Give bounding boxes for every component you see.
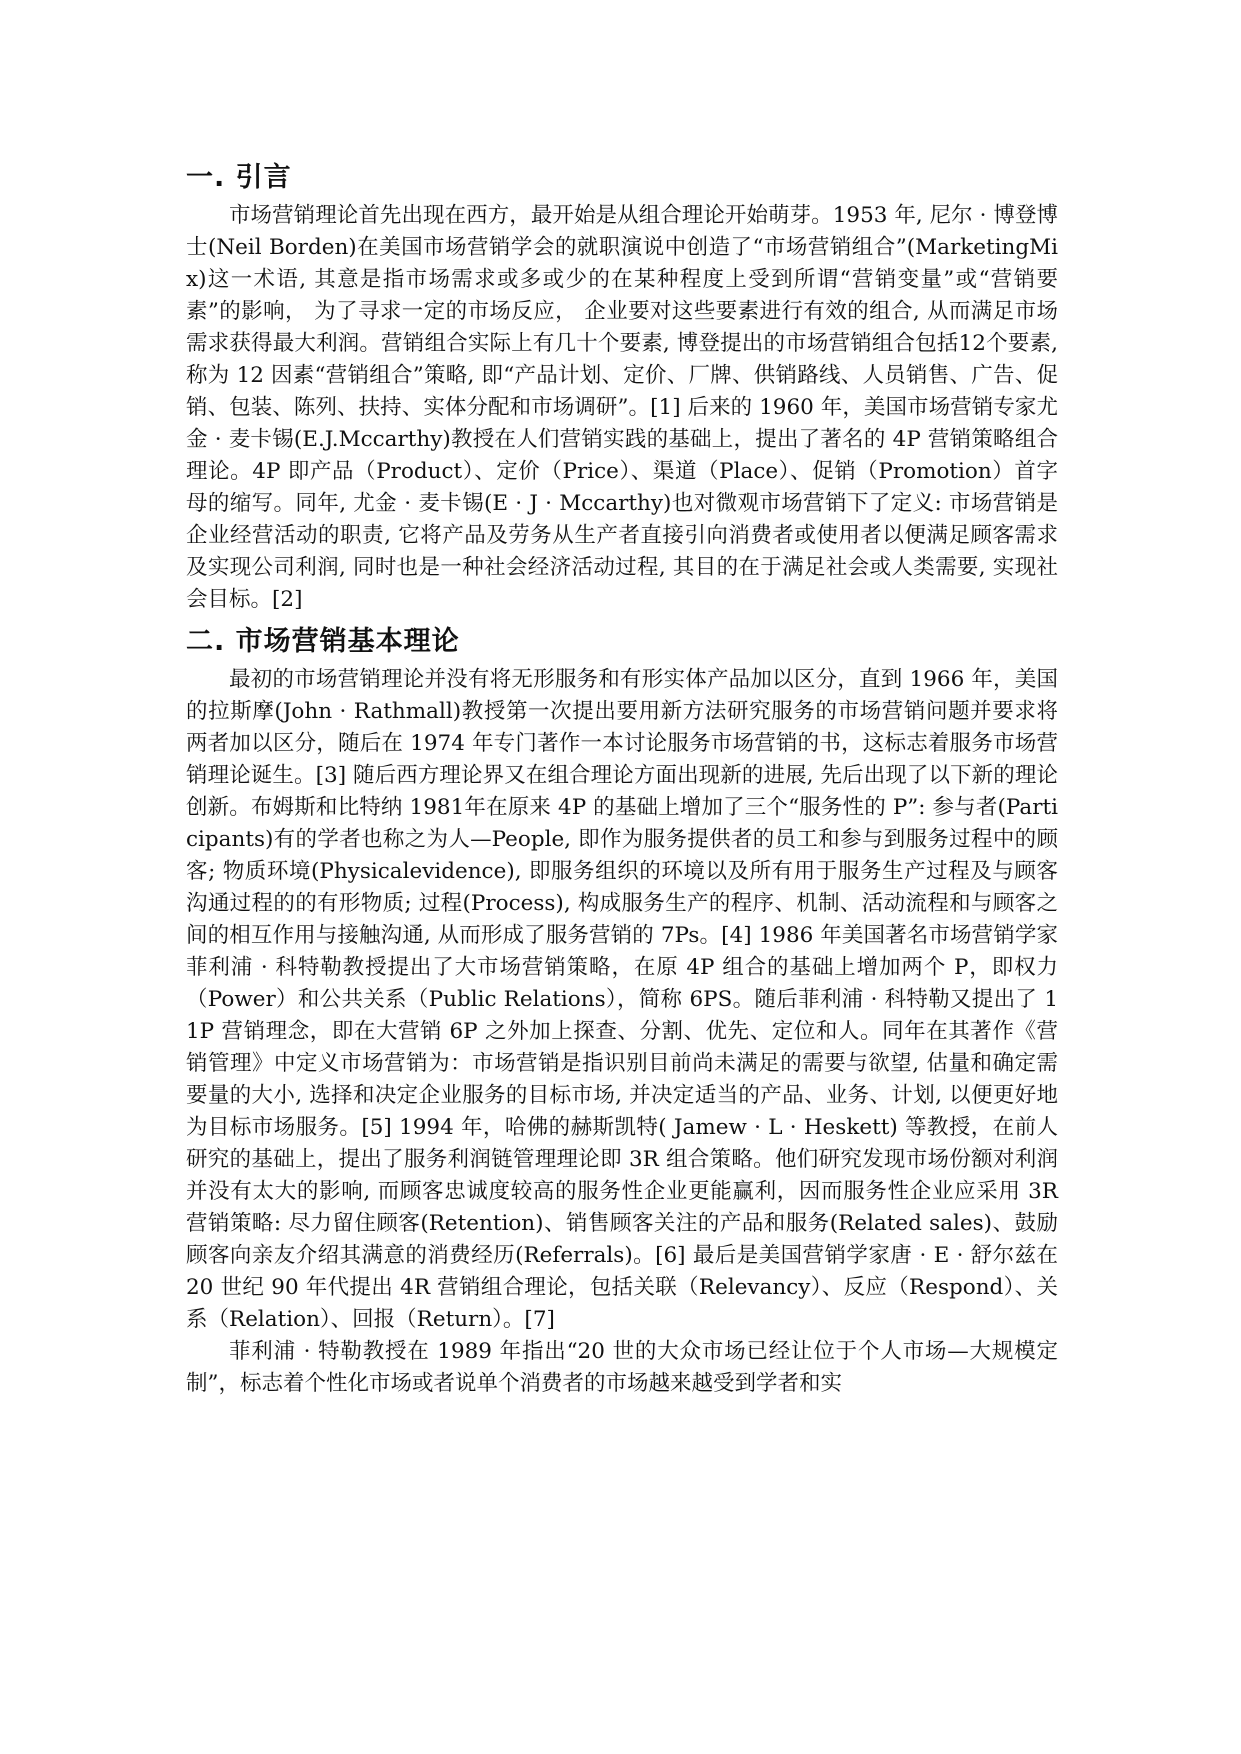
section-heading-marketing-theory: 二. 市场营销基本理论 [186, 626, 460, 657]
paragraph-marketing-theory-1: 最初的市场营销理论并没有将无形服务和有形实体产品加以区分，直到 1966 年，美国的拉斯摩(John · Rathmall)教授第一次提出要用新方法研究服务的市场营销问题并要求将两者加以区分，随后在 1974 年专门著作一本讨论服务市场营销的书，这标志着服务市场营销理论诞生。[3] 随后西方理论界又在组合理论方面出现新的进展, 先后出现了以下新的理论创新。布姆斯和比特纳 1981年在原来 4P 的基础上增加了三个“服务性的 P”: 参与者(Participants)有的学者也称之为人—People, 即作为服务提供者的员工和参与到服务过程中的顾客; 物质环境(Physicalevidence), 即服务组织的环境以及所有用于服务生产过程及与顾客沟通过程的的有形物质; 过程(Process), 构成服务生产的程序、机制、活动流程和与顾客之间的相互作用与接触沟通, 从而形成了服务营销的 7Ps。[4] 1986 年美国著名市场营销学家菲利浦 · 科特勒教授提出了大市场营销策略，在原 4P 组合的基础上增加两个 P，即权力（Power）和公共关系（Public Relations），简称 6PS。随后菲利浦 · 科特勒又提出了 11P 营销理念，即在大营销 6P 之外加上探查、分割、优先、定位和人。同年在其著作《营销管理》中定义市场营销为：市场营销是指识别目前尚未满足的需要与欲望, 估量和确定需要量的大小, 选择和决定企业服务的目标市场, 并决定适当的产品、业务、计划, 以便更好地为目标市场服务。[5] 1994 年，哈佛的赫斯凯特( Jamew · L · Heskett) 等教授，在前人研究的基础上，提出了服务利润链管理理论即 3R 组合策略。他们研究发现市场份额对利润并没有太大的影响, 而顾客忠诚度较高的服务性企业更能赢利，因而服务性企业应采用 3R 营销策略: 尽力留住顾客(Retention)、销售顾客关注的产品和服务(Related sales)、鼓励顾客向亲友介绍其满意的消费经历(Referrals)。[6] 最后是美国营销学家唐 · E · 舒尔兹在 20 世纪 90 年代提出 4R 营销组合理论，包括关联（Relevancy）、反应（Respond）、关系（Relation）、回报（Return）。[7] [186, 667, 1058, 1332]
paragraph-marketing-theory-2: 菲利浦 · 特勒教授在 1989 年指出“20 世的大众市场已经让位于个人市场—大规模定制”，标志着个性化市场或者说单个消费者的市场越来越受到学者和实 [186, 1339, 1058, 1396]
section-heading-introduction: 一. 引言 [186, 162, 292, 193]
paragraph-introduction: 市场营销理论首先出现在西方，最开始是从组合理论开始萌芽。1953 年, 尼尔 · 博登博士(Neil Borden)在美国市场营销学会的就职演说中创造了“市场营销组合”(MarketingMix)这一术语, 其意是指市场需求或多或少的在某种程度上受到所谓“营销变量”或“营销要素”的影响， 为了寻求一定的市场反应， 企业要对这些要素进行有效的组合, 从而满足市场需求获得最大利润。营销组合实际上有几十个要素, 博登提出的市场营销组合包括12个要素, 称为 12 因素“营销组合”策略, 即“产品计划、定价、厂牌、供销路线、人员销售、广告、促销、包装、陈列、扶持、实体分配和市场调研”。[1] 后来的 1960 年，美国市场营销专家尤金 · 麦卡锡(E.J.Mccarthy)教授在人们营销实践的基础上，提出了著名的 4P 营销策略组合理论。4P 即产品（Product）、定价（Price）、渠道（Place）、促销（Promotion）首字母的缩写。同年, 尤金 · 麦卡锡(E · J · Mccarthy)也对微观市场营销下了定义: 市场营销是企业经营活动的职责, 它将产品及劳务从生产者直接引向消费者或使用者以便满足顾客需求及实现公司利润, 同时也是一种社会经济活动过程, 其目的在于满足社会或人类需要, 实现社会目标。[2] [186, 203, 1058, 612]
document-body [186, 158, 1058, 1400]
